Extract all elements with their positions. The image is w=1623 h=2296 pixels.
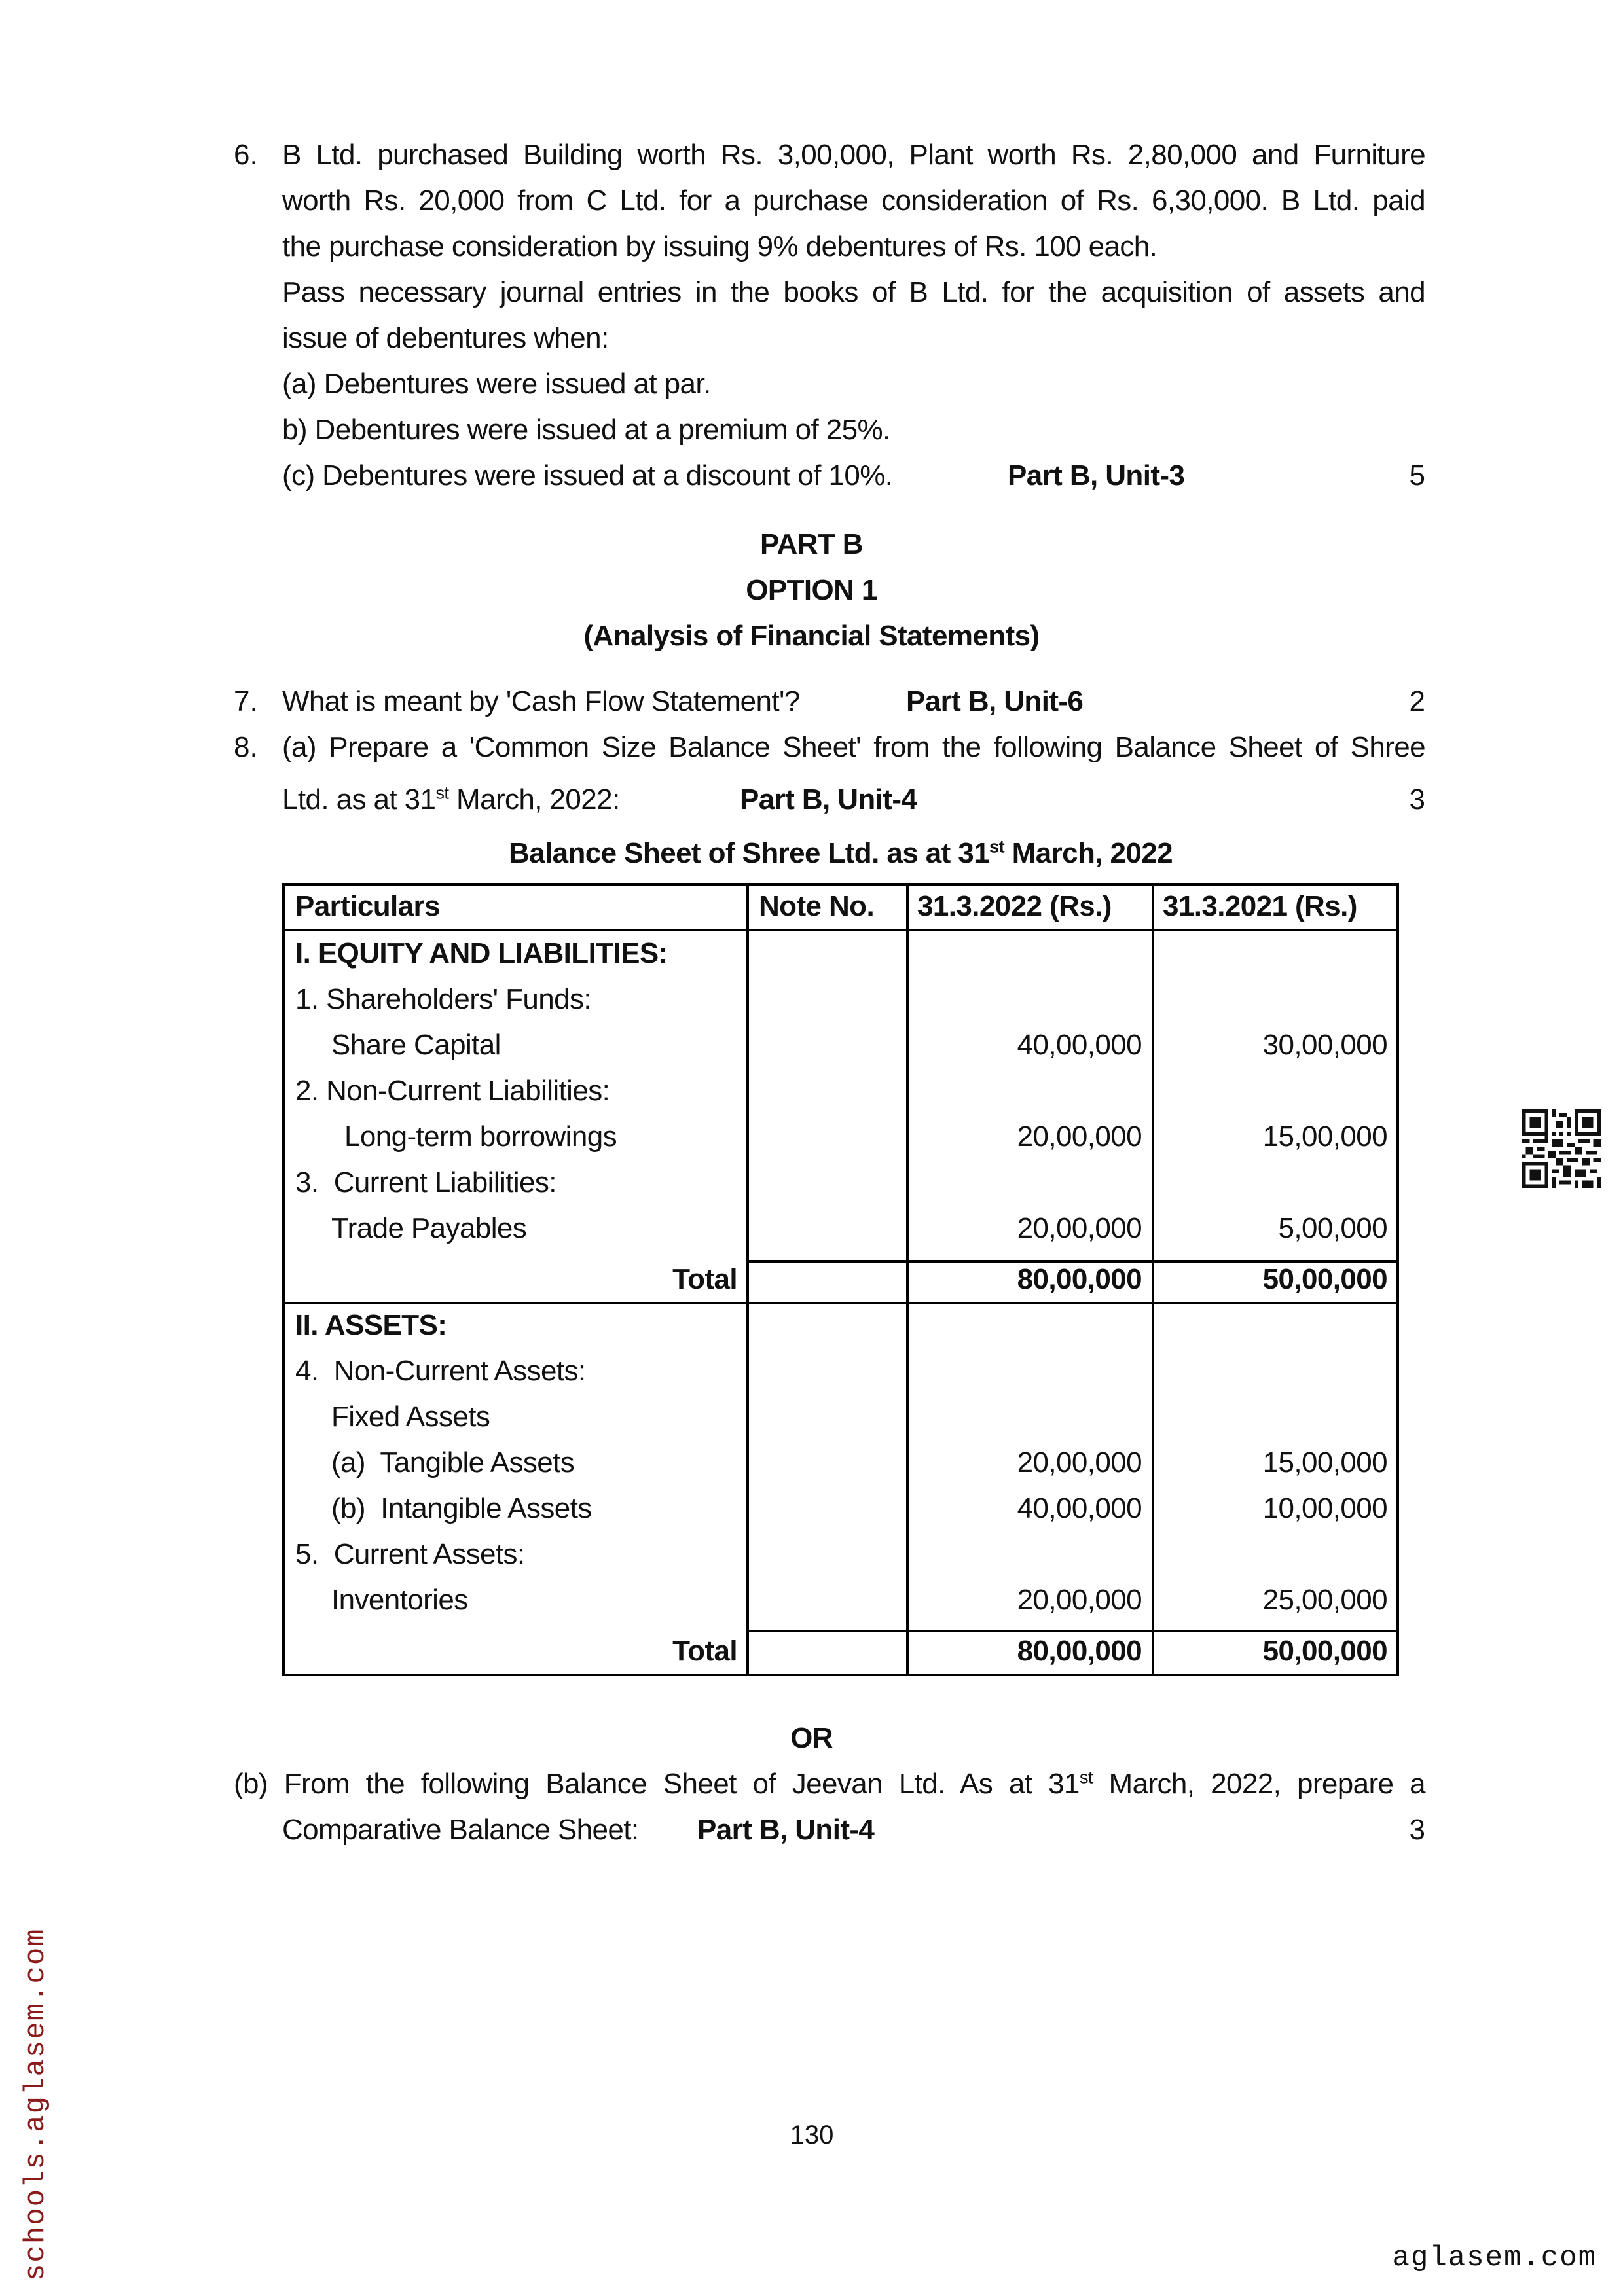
question-number: 8. (234, 731, 258, 763)
amount-2022: 20,00,000 (1017, 1121, 1142, 1153)
section-subtitle: (Analysis of Financial Statements) (583, 620, 1040, 652)
section-divider (282, 1302, 1399, 1304)
amount-2022: 20,00,000 (1017, 1584, 1142, 1616)
text-fragment: March, 2022 (1004, 837, 1173, 869)
amount-2021: 10,00,000 (1262, 1492, 1387, 1524)
marks: 2 (1409, 685, 1425, 717)
table-border-right (1396, 883, 1399, 1676)
page-number: 130 (790, 2121, 834, 2149)
amount-2022: 40,00,000 (1017, 1029, 1142, 1061)
header-divider (282, 929, 1399, 931)
balance-sheet-title (282, 835, 1399, 872)
footer-watermark: aglasem.com (1392, 2242, 1597, 2274)
total-2021: 50,00,000 (1262, 1635, 1387, 1667)
question-text-line (282, 781, 620, 818)
question-text-line: issue of debentures when: (282, 322, 609, 354)
question-text: What is meant by 'Cash Flow Statement'? (282, 685, 800, 717)
question-text-line: B Ltd. purchased Building worth Rs. 3,00,000, Plant worth Rs. 2,80,000 and Furniture (282, 139, 1425, 171)
question-number: 6. (234, 139, 258, 171)
side-watermark: schools.aglasem.com (20, 1928, 52, 2281)
question-text-line: (a) Prepare a 'Common Size Balance Sheet' from the following Balance Sheet of Shree (282, 731, 1425, 763)
section-heading: I. EQUITY AND LIABILITIES: (295, 937, 668, 969)
unit-reference: Part B, Unit-3 (1008, 459, 1185, 492)
question-text-line (234, 1766, 1425, 1803)
row-label: (b) Intangible Assets (331, 1492, 592, 1524)
question-number: 7. (234, 685, 258, 717)
row-label: (a) Tangible Assets (331, 1446, 575, 1479)
table-border-bottom (282, 1674, 1399, 1676)
row-label: Trade Payables (331, 1212, 527, 1244)
section-heading: II. ASSETS: (295, 1309, 447, 1341)
or-separator: OR (790, 1722, 833, 1754)
row-label: 1. Shareholders' Funds: (295, 983, 591, 1015)
row-label: Inventories (331, 1584, 468, 1616)
sub-option-c: (c) Debentures were issued at a discount of 10%. (282, 459, 893, 492)
total-label: Total (672, 1635, 737, 1667)
question-text-line: worth Rs. 20,000 from C Ltd. for a purchase consideration of Rs. 6,30,000. B Ltd. paid (282, 185, 1425, 217)
amount-2021: 5,00,000 (1278, 1212, 1387, 1244)
unit-reference: Part B, Unit-4 (697, 1814, 875, 1846)
row-label: 2. Non-Current Liabilities: (295, 1075, 610, 1107)
option-title: OPTION 1 (746, 574, 877, 606)
total-2021: 50,00,000 (1262, 1263, 1387, 1295)
question-text-line: Pass necessary journal entries in the books of B Ltd. for the acquisition of assets and (282, 276, 1425, 308)
amount-2021: 15,00,000 (1262, 1121, 1387, 1153)
sub-option-a: (a) Debentures were issued at par. (282, 368, 711, 400)
amount-2022: 20,00,000 (1017, 1446, 1142, 1479)
row-label: 4. Non-Current Assets: (295, 1355, 586, 1387)
column-header: 31.3.2022 (Rs.) (917, 890, 1112, 922)
question-text-line: the purchase consideration by issuing 9% debentures of Rs. 100 each. (282, 230, 1158, 262)
table-border-top (282, 883, 1399, 886)
row-label: Share Capital (331, 1029, 501, 1061)
unit-reference: Part B, Unit-4 (740, 783, 917, 816)
column-header: 31.3.2021 (Rs.) (1163, 890, 1357, 922)
balance-sheet-table (282, 883, 1399, 1676)
superscript: st (989, 836, 1005, 857)
marks: 3 (1409, 783, 1425, 816)
amount-2021: 25,00,000 (1262, 1584, 1387, 1616)
column-header: Note No. (759, 890, 875, 922)
row-label: Fixed Assets (331, 1401, 490, 1433)
amount-2021: 30,00,000 (1262, 1029, 1387, 1061)
column-header: Particulars (295, 890, 440, 922)
unit-reference: Part B, Unit-6 (906, 685, 1084, 717)
total-2022: 80,00,000 (1017, 1635, 1142, 1667)
text-fragment: Ltd. as at 31 (282, 783, 436, 816)
row-label: 5. Current Assets: (295, 1538, 525, 1570)
superscript: st (435, 782, 449, 803)
row-label: 3. Current Liabilities: (295, 1166, 556, 1198)
text-fragment: March, 2022, prepare a (1092, 1768, 1426, 1800)
marks: 5 (1409, 459, 1425, 492)
qr-code-icon (1522, 1109, 1601, 1188)
amount-2022: 20,00,000 (1017, 1212, 1142, 1244)
text-fragment: Balance Sheet of Shree Ltd. as at 31 (508, 837, 989, 869)
part-title: PART B (760, 528, 863, 560)
total-2022: 80,00,000 (1017, 1263, 1142, 1295)
row-label: Long-term borrowings (344, 1121, 617, 1153)
text-fragment: March, 2022: (448, 783, 620, 816)
column-divider (746, 883, 749, 1676)
marks: 3 (1409, 1814, 1425, 1846)
sub-option-b: b) Debentures were issued at a premium of 25%. (282, 414, 890, 446)
total-divider (746, 1630, 1399, 1632)
question-text-line: Comparative Balance Sheet: (282, 1814, 639, 1846)
amount-2022: 40,00,000 (1017, 1492, 1142, 1524)
text-fragment: (b) From the following Balance Sheet of Jeevan Ltd. As at 31 (234, 1768, 1080, 1800)
total-label: Total (672, 1263, 737, 1295)
superscript: st (1079, 1767, 1093, 1787)
amount-2021: 15,00,000 (1262, 1446, 1387, 1479)
